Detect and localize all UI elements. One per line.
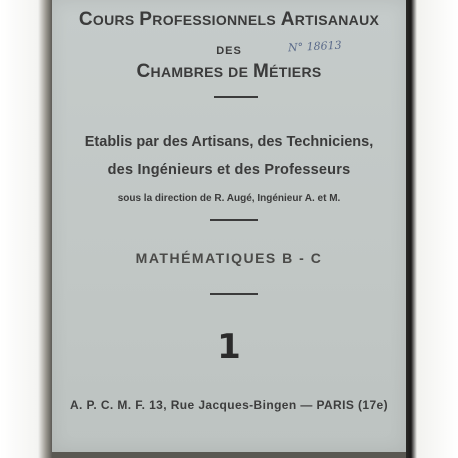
volume-number: 1 (217, 327, 241, 367)
authors-line-1: Etablis par des Artisans, des Techniciens, (84, 134, 374, 150)
subject-title: MATHÉMATIQUES B - C (135, 250, 323, 266)
authors-line-2: des Ingénieurs et des Professeurs (107, 162, 351, 178)
divider-rule-2 (210, 219, 258, 221)
direction-line: sous la direction de R. Augé, Ingénieur A. et M. (117, 193, 341, 204)
series-title: COURS PROFESSIONNELS ARTISANAUX (78, 9, 380, 30)
divider-rule-3 (210, 293, 258, 295)
divider-rule-1 (214, 96, 258, 98)
right-background (405, 0, 458, 458)
organization-title: CHAMBRES DE MÉTIERS (136, 61, 322, 82)
bottom-edge (52, 452, 406, 458)
booklet-cover (52, 0, 406, 452)
handwritten-inventory-note: N° 18613 (287, 38, 342, 55)
left-background (0, 0, 52, 458)
publisher-address: A. P. C. M. F. 13, Rue Jacques-Bingen — PARIS (17e) (69, 398, 389, 412)
title-connector: DES (216, 45, 242, 57)
